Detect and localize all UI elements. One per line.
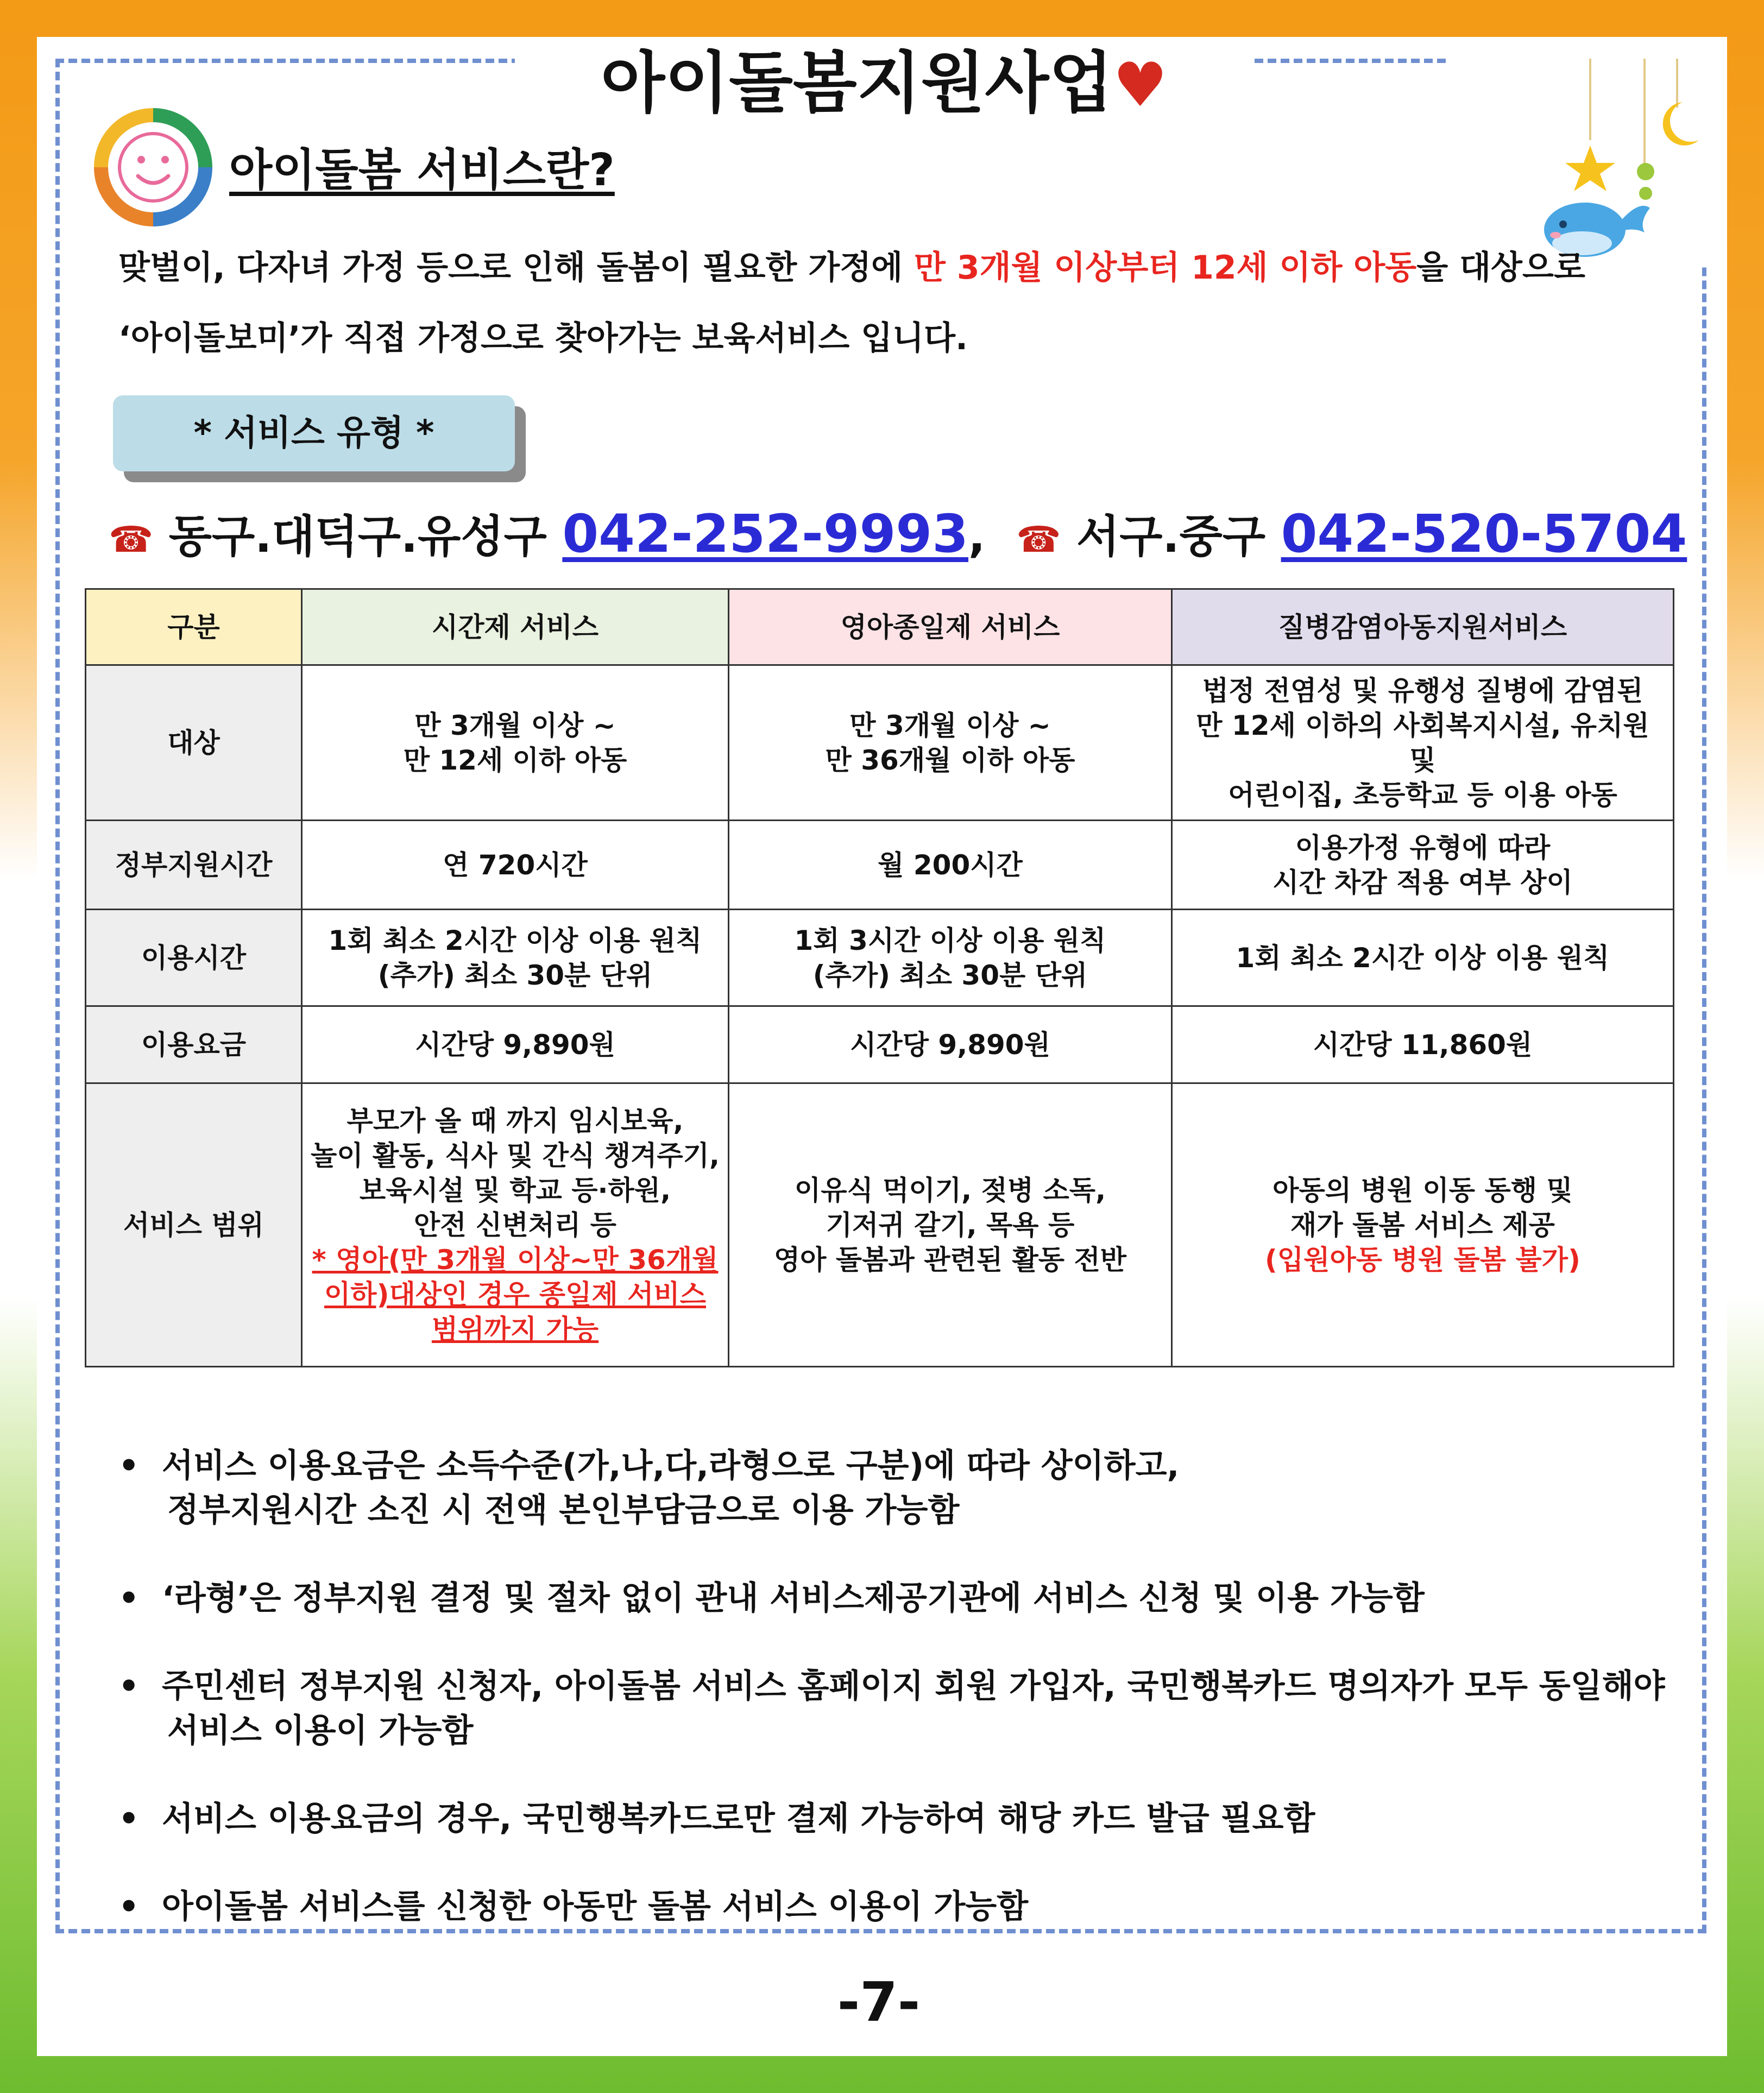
section-subtitle: 아이돌봄 서비스란? <box>229 144 615 196</box>
table-cell: 아동의 병원 이동 동행 및 재가 돌봄 서비스 제공 (입원아동 병원 돌봄 불가) <box>1172 1083 1674 1367</box>
table-cell: 법정 전염성 및 유행성 질병에 감염된 만 12세 이하의 사회복지시설, 유치원 및 어린이집, 초등학교 등 이용 아동 <box>1172 665 1674 821</box>
page-title: 아이돌봄지원사업♥ <box>601 45 1168 122</box>
notes-list <box>118 1443 1693 1972</box>
row-label: 정부지원시간 <box>86 821 302 910</box>
infant-note: 이하)대상인 경우 종일제 서비스 <box>324 1278 706 1310</box>
heart-icon: ♥ <box>1113 50 1168 121</box>
table-row <box>86 910 1674 1006</box>
row-label: 이용요금 <box>86 1006 302 1083</box>
table-row <box>86 1006 1674 1083</box>
table-cell: 연 720시간 <box>302 821 729 910</box>
table-header: 영아종일제 서비스 <box>729 589 1172 665</box>
list-item: • 서비스 이용요금은 소득수준(가,나,다,라형으로 구분)에 따라 상이하고, 정부지원시간 소진 시 전액 본인부담금으로 이용 가능함 <box>118 1443 1693 1533</box>
table-cell: 만 3개월 이상 ~ 만 12세 이하 아동 <box>302 665 729 821</box>
table-header: 구분 <box>86 589 302 665</box>
phone-link-west[interactable]: 042-520-5704 <box>1281 503 1687 564</box>
table-cell: 시간당 11,860원 <box>1172 1006 1674 1083</box>
table-row <box>86 665 1674 821</box>
page <box>37 37 1727 2056</box>
row-label: 대상 <box>86 665 302 821</box>
table-cell: 시간당 9,890원 <box>729 1006 1172 1083</box>
table-cell: 1회 최소 2시간 이상 이용 원칙 (추가) 최소 30분 단위 <box>302 910 729 1006</box>
row-label: 이용시간 <box>86 910 302 1006</box>
table-cell: 1회 3시간 이상 이용 원칙 (추가) 최소 30분 단위 <box>729 910 1172 1006</box>
service-table <box>85 588 1674 1367</box>
table-cell: 부모가 올 때 까지 임시보육, 놀이 활동, 식사 및 간식 챙겨주기, 보육시설 및 학교 등·하원, 안전 신변처리 등 * 영아(만 3개월 이상~만 36개월 이하)대상인 경우 종일제 서비스 범위까지 가능 <box>302 1083 729 1367</box>
phone-icon: ☎ <box>1016 519 1061 560</box>
table-cell: 시간당 9,890원 <box>302 1006 729 1083</box>
table-row <box>86 821 1674 910</box>
row-label: 서비스 범위 <box>86 1083 302 1367</box>
phone-icon: ☎ <box>109 519 154 560</box>
table-header: 시간제 서비스 <box>302 589 729 665</box>
smiley-logo-icon <box>93 108 213 227</box>
list-item: • 아이돌봄 서비스를 신청한 아동만 돌봄 서비스 이용이 가능함 <box>118 1884 1693 1929</box>
table-cell: 1회 최소 2시간 이상 이용 원칙 <box>1172 910 1674 1006</box>
infant-note: * 영아(만 3개월 이상~만 36개월 <box>312 1244 719 1276</box>
phone-link-east[interactable]: 042-252-9993 <box>562 503 968 564</box>
table-cell: 만 3개월 이상 ~ 만 36개월 이하 아동 <box>729 665 1172 821</box>
table-header: 질병감염아동지원서비스 <box>1172 589 1674 665</box>
table-header-row <box>86 589 1674 665</box>
list-item: • 주민센터 정부지원 신청자, 아이돌봄 서비스 홈페이지 회원 가입자, 국민행복카드 명의자가 모두 동일해야 서비스 이용이 가능함 <box>118 1664 1693 1753</box>
service-type-badge: * 서비스 유형 * <box>113 395 515 471</box>
list-item: • ‘라형’은 정부지원 결정 및 절차 없이 관내 서비스제공기관에 서비스 신청 및 이용 가능함 <box>118 1576 1693 1621</box>
table-cell: 이유식 먹이기, 젖병 소독, 기저귀 갈기, 목욕 등 영아 돌봄과 관련된 활동 전반 <box>729 1083 1172 1367</box>
intro-line-2: ‘아이돌보미’가 직접 가정으로 찾아가는 보육서비스 입니다. <box>118 319 968 357</box>
infant-note: 범위까지 가능 <box>431 1313 599 1345</box>
phone-numbers: ☎ 동구.대덕구.유성구 042-252-9993, ☎ 서구.중구 042-520-5704 <box>109 503 1687 564</box>
table-row <box>86 1083 1674 1367</box>
list-item: • 서비스 이용요금의 경우, 국민행복카드로만 결제 가능하여 해당 카드 발급 필요함 <box>118 1796 1693 1841</box>
intro-line-1: 맞벌이, 다자녀 가정 등으로 인해 돌봄이 필요한 가정에 만 3개월 이상부터 12세 이하 아동을 대상으로 <box>118 249 1585 287</box>
page-number: -7- <box>837 1970 921 2034</box>
table-cell: 월 200시간 <box>729 821 1172 910</box>
table-cell: 이용가정 유형에 따라 시간 차감 적용 여부 상이 <box>1172 821 1674 910</box>
whale-moon-star-icon <box>1503 59 1721 265</box>
hospital-note: (입원아동 병원 돌봄 불가) <box>1265 1244 1580 1276</box>
